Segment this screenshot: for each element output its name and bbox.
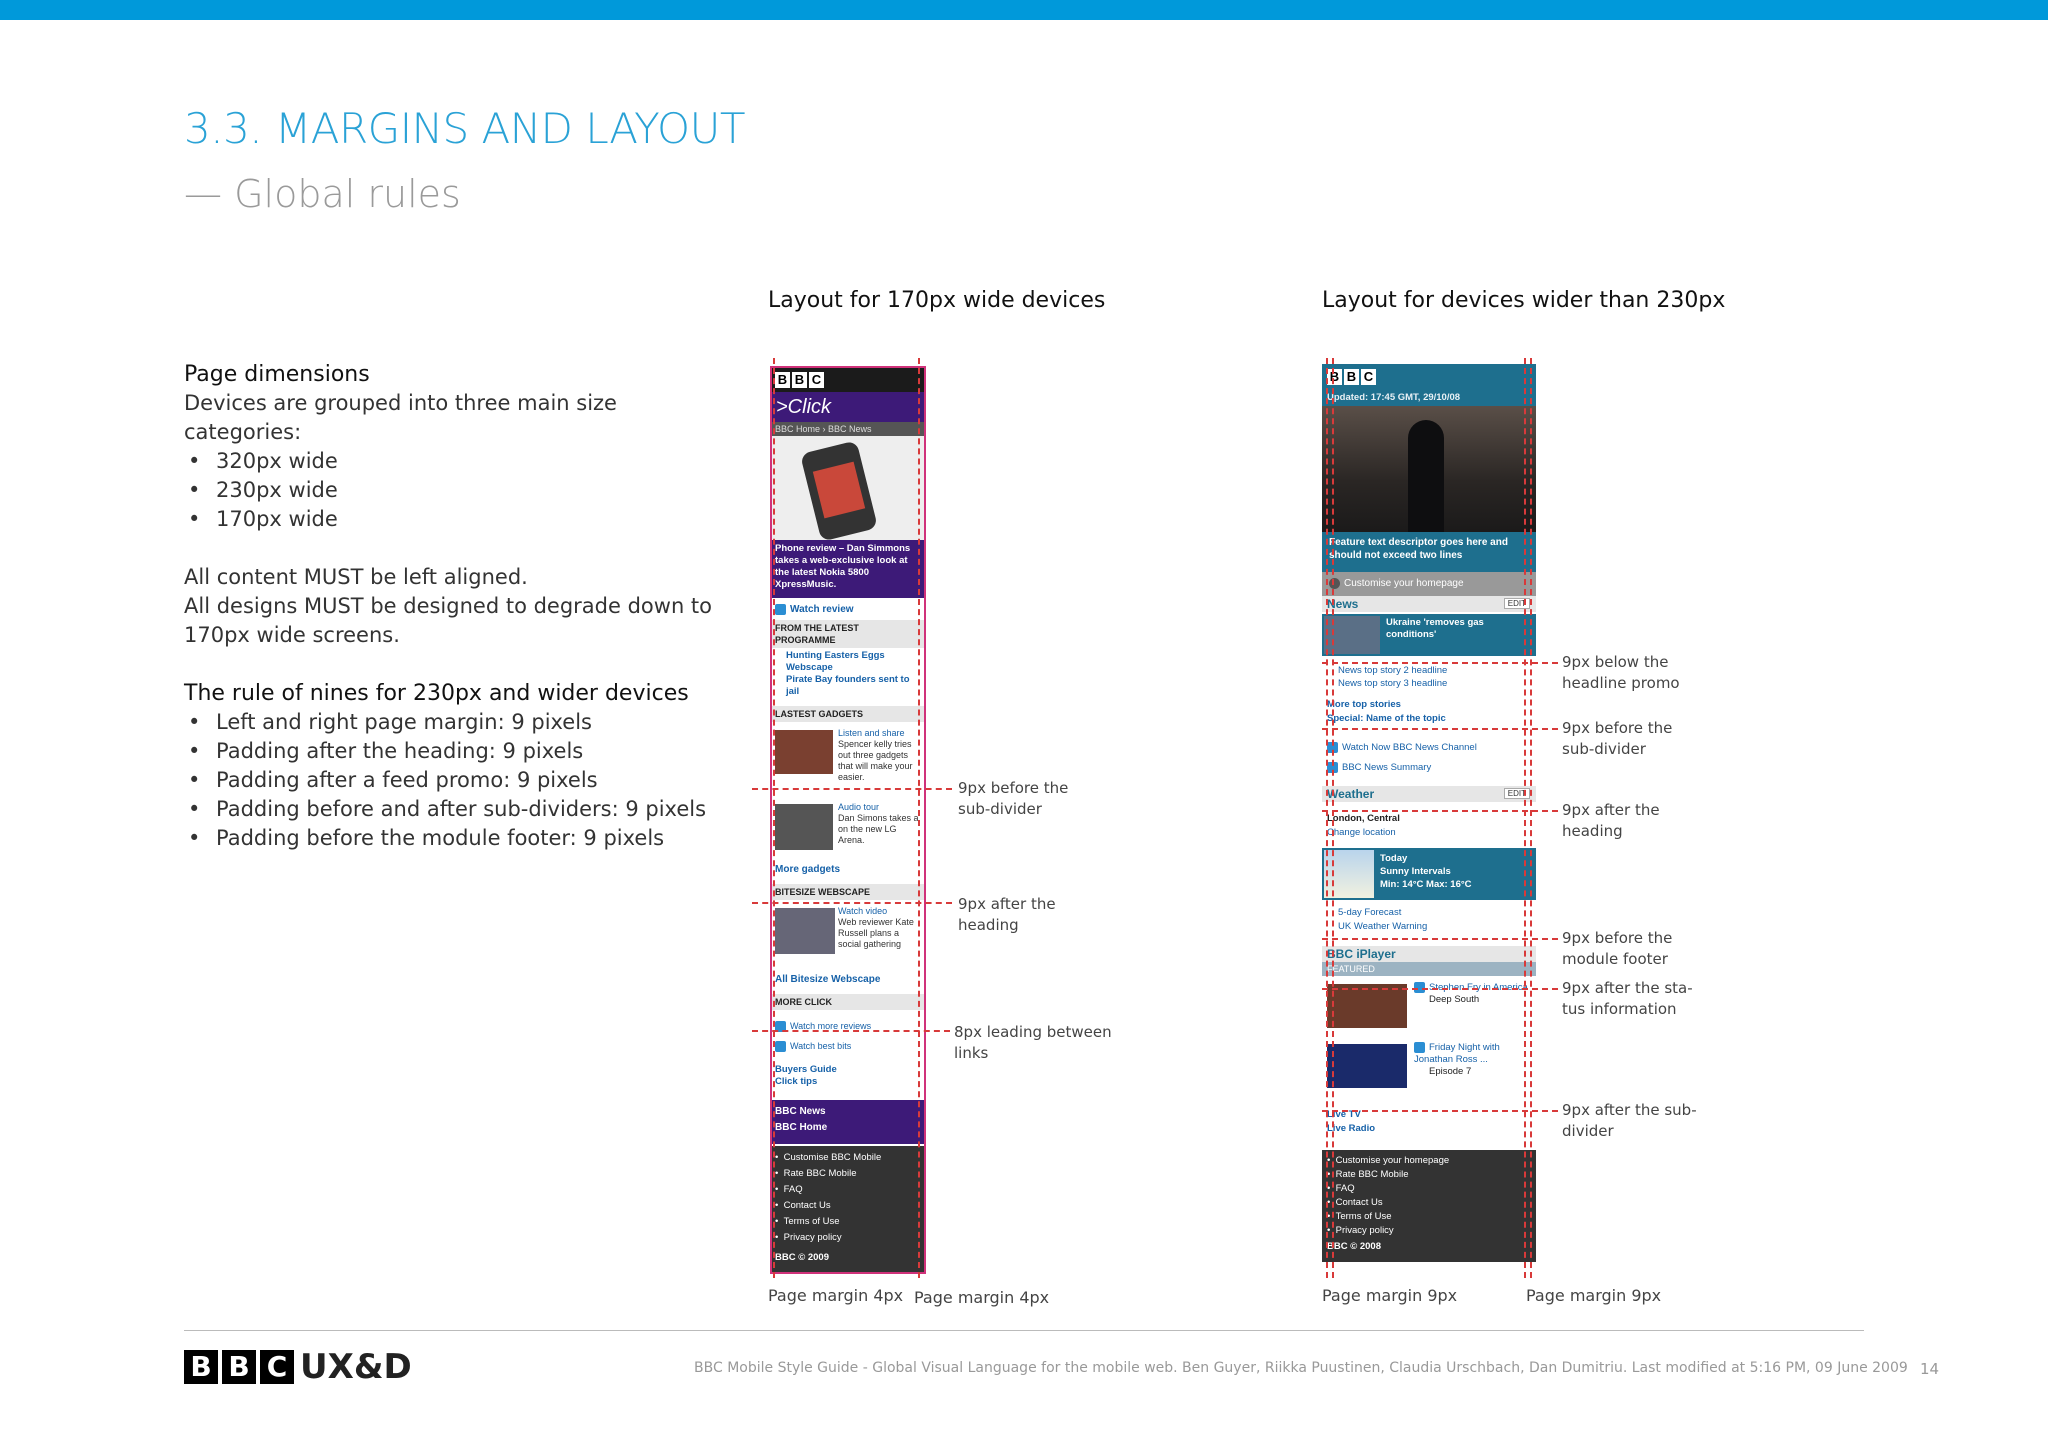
iplayer-show-1[interactable]: Stephen Fry in America Deep South [1322, 982, 1536, 1032]
list-item[interactable]: Click tips [775, 1076, 818, 1087]
footer-link[interactable]: • Contact Us [775, 1200, 831, 1211]
list-item[interactable]: News top story 2 headline [1338, 665, 1448, 676]
live-tv-link[interactable]: Live TV [1327, 1109, 1361, 1120]
top-accent-bar [0, 0, 2048, 20]
list-item[interactable]: Watch best bits [775, 1036, 924, 1056]
guide-line [752, 1030, 950, 1032]
guide-line [1322, 938, 1558, 940]
footer-link[interactable]: • Terms of Use [775, 1216, 840, 1227]
gadgets-header: LASTEST GADGETS [772, 706, 924, 722]
annotation: 8px leading between links [954, 1023, 1112, 1062]
list-item[interactable]: Pirate Bay founders sent to jail [786, 674, 910, 697]
list-item: • Left and right page margin: 9 pixels [184, 708, 724, 737]
caption-wide: Layout for devices wider than 230px [1322, 288, 1726, 313]
annotation: 9px below the headline promo [1562, 653, 1680, 692]
narrow-promo[interactable]: Phone review – Dan Simmons takes a web-exclusive look at the latest Nokia 5800 XpressMusic. [772, 540, 924, 598]
footer-link[interactable]: • Customise your homepage [1327, 1155, 1450, 1166]
left-column [184, 360, 724, 853]
footer-link[interactable]: • Rate BBC Mobile [775, 1168, 857, 1179]
featured-label: FEATURED [1322, 962, 1536, 976]
guide-line [1322, 988, 1558, 990]
annotation: 9px before the sub-divider [1562, 719, 1673, 758]
margin-guide [1332, 358, 1334, 1278]
guide-line [1322, 810, 1558, 812]
conditions: Sunny Intervals [1380, 866, 1451, 877]
list-item: • Padding before and after sub-dividers: 9 pixels [184, 795, 724, 824]
show-thumb [1327, 1044, 1407, 1088]
annotation: 9px after the heading [958, 895, 1056, 934]
guide-line [752, 788, 952, 790]
annotation: 9px after the heading [1562, 801, 1660, 840]
guide-line [752, 902, 952, 904]
align-rule-2: All designs MUST be designed to degrade down to 170px wide screens. [184, 594, 713, 647]
more-stories-link[interactable]: More top stories [1327, 699, 1401, 710]
weather-title: Weather [1327, 787, 1375, 801]
weather-header [1322, 786, 1536, 802]
nines-heading: The rule of nines for 230px and wider devices [184, 681, 689, 706]
gadget-thumb [775, 730, 833, 774]
gadget-link[interactable]: Audio tour [838, 802, 880, 812]
edit-button[interactable]: EDIT [1504, 788, 1530, 799]
phone-narrow [770, 366, 926, 1274]
margin-label: Page margin 9px [1526, 1286, 1662, 1305]
weather-today [1322, 848, 1536, 900]
narrow-footer [772, 1146, 924, 1272]
margin-label: Page margin 4px [768, 1286, 904, 1305]
nav-item[interactable]: BBC News [775, 1106, 826, 1117]
today-label: Today [1380, 853, 1408, 864]
list-item[interactable]: Watch Now BBC News Channel [1327, 738, 1536, 758]
gadget-text: Spencer kelly tries out three gadgets that will make your easier. [838, 739, 913, 782]
footer-link[interactable]: • Privacy policy [775, 1232, 842, 1243]
bitesize-header: BITESIZE WEBSCAPE [772, 884, 924, 900]
annotation: 9px after the sub-divider [1562, 1101, 1697, 1140]
page-subtitle: — Global rules [184, 172, 461, 216]
phone-image [772, 436, 924, 540]
margin-guide [1530, 358, 1532, 1278]
dims-heading: Page dimensions [184, 362, 370, 387]
iplayer-header [1322, 946, 1536, 962]
customise-link[interactable]: Customise your homepage [1322, 572, 1536, 596]
nav-item[interactable]: BBC Home [775, 1122, 828, 1133]
footer-link[interactable]: • Rate BBC Mobile [1327, 1169, 1409, 1180]
list-item[interactable]: Hunting Easters Eggs [786, 650, 885, 661]
page-title: 3.3. MARGINS AND LAYOUT [184, 104, 745, 153]
annotation: 9px after the sta-tus information [1562, 979, 1693, 1018]
iplayer-title: BBC iPlayer [1327, 947, 1396, 961]
list-item[interactable]: Watch more reviews [775, 1016, 924, 1036]
footer-link[interactable]: • Customise BBC Mobile [775, 1152, 882, 1163]
guide-line [1322, 728, 1558, 730]
latest-links [772, 650, 924, 698]
gadget-1 [772, 728, 924, 784]
margin-label: Page margin 9px [1322, 1286, 1458, 1305]
list-item[interactable]: Buyers Guide [775, 1064, 837, 1075]
annotation: 9px before the module footer [1562, 929, 1673, 968]
dims-list [184, 447, 724, 534]
updated-time: Updated: 17:45 GMT, 29/10/08 [1322, 390, 1536, 406]
feature-text[interactable]: Feature text descriptor goes here and should not exceed two lines [1322, 532, 1536, 572]
gadget-text: Dan Simons takes a on the new LG Arena. [838, 813, 919, 845]
dims-intro: Devices are grouped into three main size categories: [184, 391, 617, 444]
copyright: BBC © 2009 [775, 1252, 829, 1263]
min-max: Min: 14°C Max: 16°C [1380, 879, 1472, 890]
bitesize-thumb [775, 908, 835, 954]
list-item: • Padding after the heading: 9 pixels [184, 737, 724, 766]
wide-footer [1322, 1150, 1536, 1262]
list-item[interactable]: BBC News Summary [1327, 758, 1536, 778]
breadcrumb[interactable]: BBC Home › BBC News [772, 422, 924, 436]
footer-link[interactable]: • Terms of Use [1327, 1211, 1392, 1222]
footer-link[interactable]: • FAQ [775, 1184, 803, 1195]
list-item: • 170px wide [184, 505, 724, 534]
bitesize-text: Web reviewer Kate Russell plans a social gathering [838, 917, 914, 949]
wide-masthead [1322, 364, 1536, 390]
news-promo[interactable]: Ukraine 'removes gas conditions' [1322, 614, 1536, 656]
weather-location: London, Central [1327, 813, 1400, 824]
margin-guide [1524, 358, 1526, 1278]
live-radio-link[interactable]: Live Radio [1327, 1123, 1376, 1134]
gadget-2 [772, 802, 924, 858]
caption-narrow: Layout for 170px wide devices [768, 288, 1106, 313]
change-location-link[interactable]: Change location [1327, 827, 1396, 838]
bbc-logo: B B C [1327, 369, 1378, 385]
all-bitesize-link[interactable]: All Bitesize Webscape [775, 974, 881, 985]
align-rule-1: All content MUST be left aligned. [184, 565, 528, 589]
margin-guide [773, 358, 775, 1278]
watch-review-link[interactable]: Watch review [772, 604, 924, 618]
more-click-header: MORE CLICK [772, 994, 924, 1010]
footer-credits: BBC Mobile Style Guide - Global Visual Language for the mobile web. Ben Guyer, Riikka Puustinen, Claudia Urschbach, Dan Dumitriu. Last modified at 5:16 PM, 09 June 2009 [694, 1360, 1908, 1376]
list-item[interactable]: UK Weather Warning [1338, 921, 1428, 932]
list-item: • Padding before the module footer: 9 pixels [184, 824, 724, 853]
play-icon [1414, 1042, 1425, 1053]
narrow-nav [772, 1100, 924, 1144]
margin-guide [1326, 358, 1328, 1278]
list-item: • 320px wide [184, 447, 724, 476]
list-item: • 230px wide [184, 476, 724, 505]
special-link[interactable]: Special: Name of the topic [1327, 713, 1446, 724]
nines-list [184, 708, 724, 853]
play-icon [775, 604, 786, 615]
annotation: 9px before the sub-divider [958, 779, 1069, 818]
footer-link[interactable]: • Contact Us [1327, 1197, 1383, 1208]
bitesize-link[interactable]: Watch video [838, 906, 888, 916]
list-item: • Padding after a feed promo: 9 pixels [184, 766, 724, 795]
list-item[interactable]: 5-day Forecast [1338, 907, 1402, 918]
gadget-link[interactable]: Listen and share [838, 728, 905, 738]
news-header [1322, 596, 1536, 612]
phone-wide [1322, 364, 1536, 1262]
bbc-logo: B B C [775, 372, 826, 388]
page-number: 14 [1920, 1360, 1940, 1378]
list-item[interactable]: News top story 3 headline [1338, 678, 1448, 689]
arrow-icon [1329, 578, 1340, 589]
click-brand: >Click [772, 392, 924, 422]
feature-image [1322, 406, 1536, 532]
edit-button[interactable]: EDIT [1504, 598, 1530, 609]
iplayer-show-2[interactable]: Friday Night with Jonathan Ross ... Episode 7 [1322, 1042, 1536, 1092]
play-icon [775, 1041, 786, 1052]
news-title: News [1327, 597, 1359, 611]
from-latest-header: FROM THE LATEST PROGRAMME [772, 620, 924, 648]
footer-link[interactable]: • Privacy policy [1327, 1225, 1394, 1236]
bitesize-item [772, 906, 924, 962]
show-thumb [1327, 984, 1407, 1028]
bbc-uxd-logo: B B C UX&D [184, 1350, 412, 1384]
margin-label: Page margin 4px [914, 1288, 1050, 1307]
footer-link[interactable]: • FAQ [1327, 1183, 1355, 1194]
list-item[interactable]: Webscape [786, 662, 833, 673]
more-gadgets-link[interactable]: More gadgets [775, 864, 841, 875]
copyright: BBC © 2008 [1327, 1241, 1381, 1252]
gadget-thumb [775, 804, 833, 850]
footer-divider [184, 1330, 1864, 1331]
margin-guide [918, 358, 920, 1278]
guide-line [1322, 1110, 1558, 1112]
guide-line [1322, 662, 1558, 664]
